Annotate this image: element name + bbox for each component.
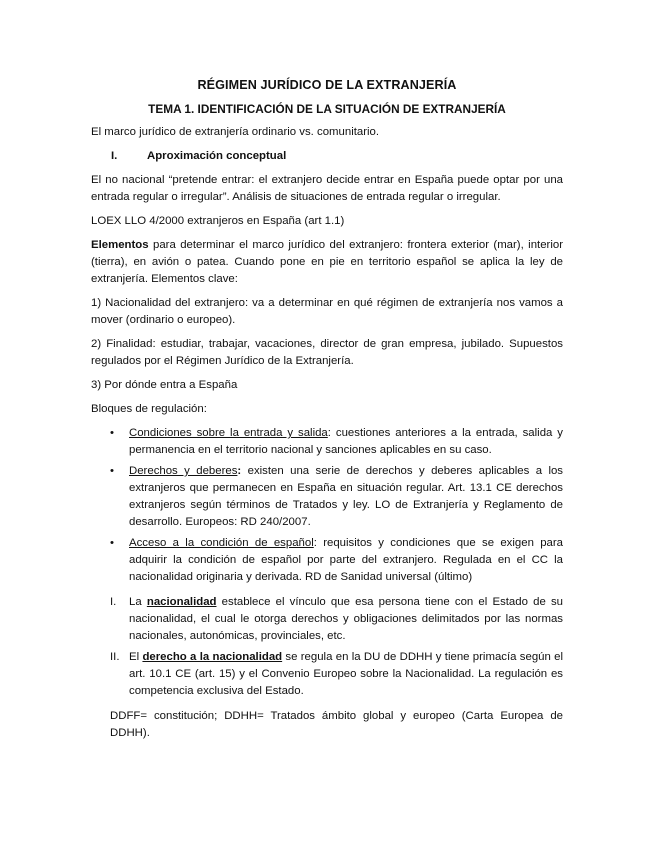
roman-text: se regula en la DU de DDHH y tiene primacía según el art. 10.1 CE (art. 15) y el Convenio Europeo sobre la Nacionalidad. La regulación es competencia exclusiva del Estado. <box>129 651 563 697</box>
roman-term: nacionalidad <box>146 596 217 608</box>
paragraph-loex: LOEX LLO 4/2000 extranjeros en España (art 1.1) <box>91 215 345 227</box>
bullet-icon: • <box>110 427 114 439</box>
bullet-icon: • <box>110 465 114 477</box>
roman-term: derecho a la nacionalidad <box>142 651 283 663</box>
block-text: existen una serie de derechos y deberes aplicables a los extranjeros que permanecen en España en situación regular. Art. 13.1 CE derechos extranjeros según términos de Tratados y ley. LO de Extranjería y Reglamento de desarrollo. Europeos: RD 240/2007. <box>129 465 563 528</box>
roman-number: II. <box>110 651 120 663</box>
element-item: 2) Finalidad: estudiar, trabajar, vacaciones, director de gran empresa, jubilado. Supuestos regulados por el Régimen Jurídico de la Extranjería. <box>91 338 563 367</box>
section-number: I. <box>111 150 118 162</box>
intro-paragraph: El marco jurídico de extranjería ordinario vs. comunitario. <box>91 126 380 138</box>
list-item: • Condiciones sobre la entrada y salida: cuestiones anteriores a la entrada, salida y permanencia en el territorio nacional y sanciones aplicables en su caso. <box>91 425 563 459</box>
roman-list <box>91 594 563 700</box>
section-title: Aproximación conceptual <box>147 150 287 162</box>
list-item: II. El derecho a la nacionalidad se regula en la DU de DDHH y tiene primacía según el art. 10.1 CE (art. 15) y el Convenio Europeo sobre la Nacionalidad. La regulación es competencia exclusiva del Estado. <box>91 649 563 700</box>
list-item: • Acceso a la condición de español: requisitos y condiciones que se exigen para adquirir la condición de español por parte del extranjero. Regulada en el CC la nacionalidad originaria y derivada. RD de Sanidad universal (último) <box>91 535 563 586</box>
element-item: 3) Por dónde entra a España <box>91 379 238 391</box>
paragraph-entry: El no nacional “pretende entrar: el extranjero decide entrar en España puede optar por una entrada regular o irregular”. Análisis de situaciones de entrada regular o irregular. <box>91 174 563 203</box>
list-item: I. La nacionalidad establece el vínculo que esa persona tiene con el Estado de su nacionalidad, el cual le otorga derechos y obligaciones delimitados por las normas nacionales, autonómicas, provinciales, etc. <box>91 594 563 645</box>
note-paragraph: DDFF= constitución; DDHH= Tratados ámbito global y europeo (Carta Europea de DDHH). <box>110 710 563 739</box>
blocks-list <box>91 425 563 586</box>
document-title: RÉGIMEN JURÍDICO DE LA EXTRANJERÍA <box>197 78 457 92</box>
paragraph-elements <box>91 237 563 288</box>
topic-title: TEMA 1. IDENTIFICACIÓN DE LA SITUACIÓN DE EXTRANJERÍA <box>148 102 506 116</box>
blocks-heading: Bloques de regulación: <box>91 403 207 415</box>
block-term: Derechos y deberes <box>129 465 238 477</box>
element-item: 1) Nacionalidad del extranjero: va a determinar en qué régimen de extranjería nos vamos a mover (ordinario o europeo). <box>91 297 563 326</box>
bullet-icon: • <box>110 537 114 549</box>
elements-text: para determinar el marco jurídico del extranjero: frontera exterior (mar), interior (tierra), en avión o patea. Cuando pone en pie en territorio español se aplica la ley de extranjería. Elementos clave: <box>91 239 563 285</box>
roman-text: establece el vínculo que esa persona tiene con el Estado de su nacionalidad, el cual le otorga derechos y obligaciones delimitados por las normas nacionales, autonómicas, provinciales, etc. <box>129 596 563 642</box>
block-text: requisitos y condiciones que se exigen para adquirir la condición de español por parte del extranjero. Regulada en el CC la nacionalidad originaria y derivada. RD de Sanidad universal (último) <box>129 537 564 583</box>
elements-lead: Elementos <box>91 239 149 251</box>
roman-number: I. <box>110 596 117 608</box>
section-heading <box>91 148 563 165</box>
block-term: Acceso a la condición de español <box>129 537 314 549</box>
block-text: cuestiones anteriores a la entrada, salida y permanencia en el territorio nacional y sanciones aplicables en su caso. <box>129 427 563 456</box>
list-item: • Derechos y deberes: existen una serie de derechos y deberes aplicables a los extranjeros que permanecen en España en situación regular. Art. 13.1 CE derechos extranjeros según términos de Tratados y ley. LO de Extranjería y Reglamento de desarrollo. Europeos: RD 240/2007. <box>91 463 563 531</box>
block-term: Condiciones sobre la entrada y salida <box>129 427 328 439</box>
